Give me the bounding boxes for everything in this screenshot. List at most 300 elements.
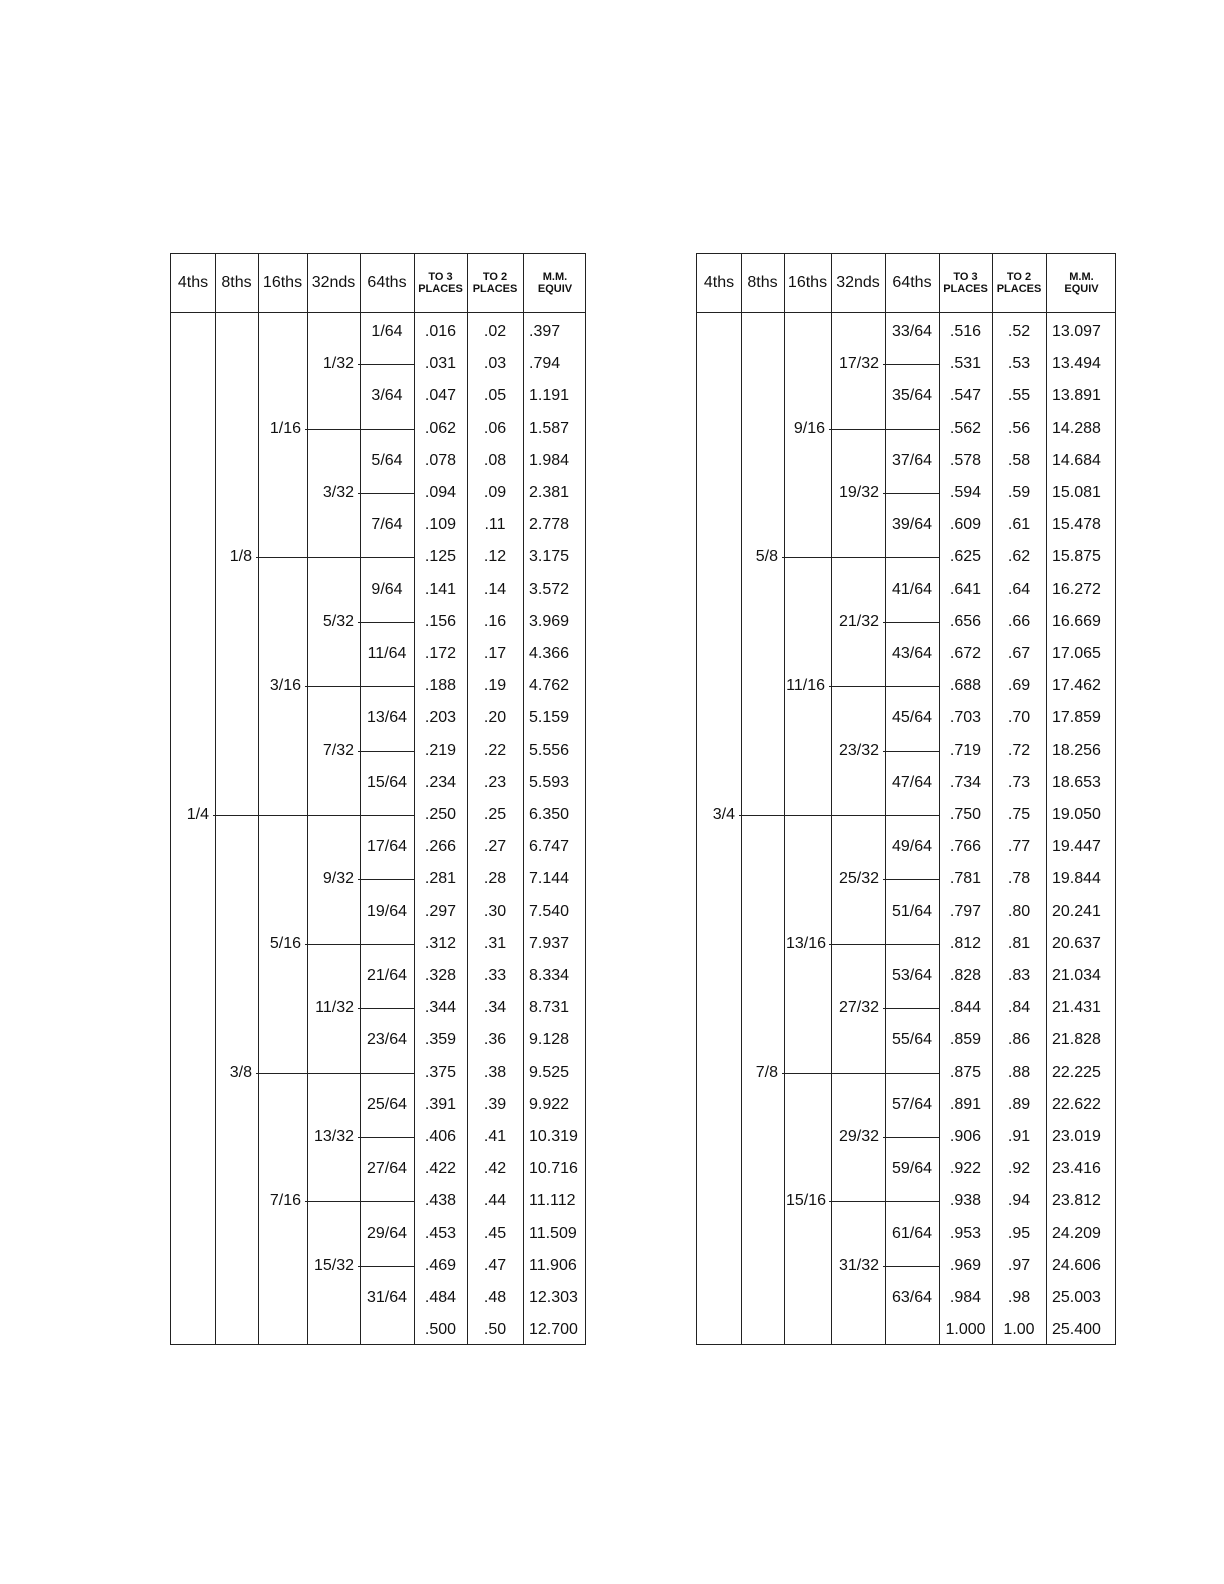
- decimal-2-places: .12: [483, 548, 507, 566]
- conversion-table-right: [696, 253, 1116, 1345]
- fraction-label: 11/64: [367, 645, 407, 662]
- mm-equivalent: 11.906: [529, 1256, 577, 1274]
- decimal-2-places: .27: [483, 838, 507, 856]
- header-to-2-places: [467, 254, 523, 312]
- decimal-3-places: .234: [424, 773, 457, 791]
- fraction-tick: [305, 1201, 414, 1202]
- header-mm-equiv: [1046, 254, 1117, 312]
- fraction-label: 17/64: [366, 838, 408, 856]
- fraction-label: 1/32: [322, 355, 354, 373]
- mm-equivalent: 21.034: [1052, 967, 1101, 984]
- fraction-label: 1/16: [269, 419, 301, 437]
- decimal-2-places: .64: [1007, 580, 1031, 598]
- header-divider: [171, 312, 585, 313]
- fraction-label: 47/64: [891, 773, 933, 791]
- header-to-3-places-line1: TO 3: [428, 271, 453, 283]
- header-to-3-places: [939, 254, 992, 312]
- fraction-label: 5/16: [269, 934, 301, 952]
- fraction-label: 29/32: [838, 1128, 879, 1145]
- decimal-2-places: .94: [1007, 1192, 1031, 1210]
- mm-equivalent: 8.731: [529, 999, 570, 1017]
- decimal-2-places: .34: [483, 999, 507, 1017]
- fraction-label: 55/64: [891, 1031, 933, 1049]
- mm-equivalent: 25.400: [1052, 1321, 1101, 1339]
- decimal-2-places: 1.00: [1003, 1321, 1035, 1339]
- header-to-2-places-line2: PLACES: [472, 283, 518, 295]
- decimal-2-places: .56: [1007, 419, 1031, 437]
- fraction-tick: [305, 429, 414, 430]
- fraction-tick: [213, 815, 414, 816]
- mm-equivalent: .794: [529, 355, 561, 373]
- fraction-tick: [782, 557, 939, 558]
- mm-equivalent: 18.256: [1052, 741, 1101, 759]
- fraction-tick: [829, 944, 939, 945]
- decimal-2-places: .02: [483, 323, 507, 340]
- fraction-label: 53/64: [891, 967, 933, 984]
- mm-equivalent: 24.209: [1052, 1224, 1101, 1242]
- decimal-2-places: .39: [483, 1095, 507, 1113]
- mm-equivalent: 23.812: [1052, 1192, 1101, 1210]
- column-divider: [885, 254, 886, 1344]
- fraction-label: 1/4: [186, 806, 209, 823]
- fraction-label: 11/16: [786, 677, 825, 695]
- conversion-table-left: [170, 253, 586, 1345]
- header-to-2-places-line1: TO 2: [1006, 271, 1032, 283]
- decimal-3-places: .172: [424, 645, 457, 662]
- fraction-tick: [305, 686, 414, 687]
- header-8ths: 8ths: [221, 274, 252, 291]
- decimal-2-places: .38: [483, 1063, 507, 1081]
- fraction-label: 13/32: [313, 1128, 354, 1145]
- fraction-label: 31/64: [366, 1289, 408, 1306]
- decimal-3-places: .938: [949, 1192, 982, 1210]
- fraction-label: 25/32: [838, 870, 879, 888]
- decimal-3-places: .734: [949, 773, 982, 791]
- fraction-tick: [883, 364, 939, 365]
- fraction-label: 7/32: [322, 741, 354, 759]
- fraction-label: 9/64: [371, 580, 403, 598]
- decimal-3-places: .875: [949, 1063, 982, 1081]
- mm-equivalent: 16.272: [1052, 580, 1101, 598]
- header-16ths: 16ths: [262, 274, 303, 291]
- decimal-2-places: .36: [483, 1031, 507, 1049]
- column-divider: [360, 254, 361, 1344]
- mm-equivalent: 13.097: [1052, 323, 1101, 340]
- mm-equivalent: 15.081: [1052, 484, 1101, 501]
- decimal-2-places: .50: [483, 1321, 507, 1339]
- decimal-2-places: .86: [1007, 1031, 1031, 1049]
- decimal-3-places: .672: [949, 645, 982, 662]
- mm-equivalent: 9.525: [529, 1063, 570, 1081]
- fraction-label: 21/64: [366, 967, 408, 984]
- header-32nds: 32nds: [836, 274, 880, 291]
- decimal-3-places: .969: [949, 1256, 982, 1274]
- mm-equivalent: 12.700: [529, 1321, 578, 1339]
- decimal-3-places: .469: [424, 1256, 457, 1274]
- fraction-label: 5/64: [371, 451, 403, 469]
- fraction-label: 3/8: [229, 1063, 252, 1081]
- decimal-2-places: .67: [1007, 645, 1031, 662]
- decimal-3-places: .594: [949, 484, 982, 501]
- mm-equivalent: 13.891: [1052, 387, 1101, 405]
- decimal-2-places: .80: [1007, 902, 1031, 920]
- decimal-3-places: .547: [949, 387, 982, 405]
- fraction-tick: [358, 622, 414, 623]
- fraction-tick: [358, 879, 414, 880]
- mm-equivalent: 4.762: [529, 677, 570, 695]
- decimal-2-places: .95: [1007, 1224, 1031, 1242]
- decimal-2-places: .09: [483, 484, 507, 501]
- mm-equivalent: 6.350: [529, 806, 570, 823]
- decimal-2-places: .16: [483, 612, 507, 630]
- fraction-label: 15/16: [786, 1192, 827, 1210]
- fraction-label: 5/32: [322, 612, 354, 630]
- header-64ths: 64ths: [367, 274, 407, 291]
- decimal-2-places: .66: [1007, 612, 1031, 630]
- decimal-2-places: .23: [483, 773, 507, 791]
- mm-equivalent: 3.572: [529, 580, 570, 598]
- column-divider: [831, 254, 832, 1344]
- fraction-tick: [883, 1266, 939, 1267]
- fraction-tick: [829, 1201, 939, 1202]
- fraction-label: 25/64: [366, 1095, 408, 1113]
- fraction-label: 37/64: [891, 451, 933, 469]
- decimal-3-places: .219: [424, 741, 457, 759]
- decimal-2-places: .48: [483, 1289, 507, 1306]
- fraction-tick: [883, 622, 939, 623]
- decimal-3-places: .750: [949, 806, 982, 823]
- mm-equivalent: 15.875: [1052, 548, 1101, 566]
- decimal-3-places: .953: [949, 1224, 982, 1242]
- decimal-2-places: .53: [1007, 355, 1031, 373]
- decimal-2-places: .17: [483, 645, 507, 662]
- mm-equivalent: 24.606: [1052, 1256, 1101, 1274]
- decimal-3-places: .922: [949, 1160, 982, 1178]
- fraction-label: 29/64: [366, 1224, 408, 1242]
- header-to-2-places-line1: TO 2: [482, 271, 508, 283]
- decimal-2-places: .75: [1007, 806, 1031, 823]
- mm-equivalent: 12.303: [529, 1289, 578, 1306]
- fraction-label: 3/32: [322, 484, 354, 501]
- mm-equivalent: 17.462: [1052, 677, 1101, 695]
- decimal-2-places: .73: [1007, 773, 1031, 791]
- decimal-3-places: .281: [424, 870, 457, 888]
- decimal-2-places: .25: [483, 806, 507, 823]
- decimal-3-places: .578: [949, 451, 982, 469]
- decimal-3-places: .078: [424, 451, 457, 469]
- decimal-3-places: .031: [424, 355, 457, 373]
- mm-equivalent: 6.747: [529, 838, 570, 856]
- decimal-3-places: .125: [424, 548, 457, 566]
- fraction-label: 23/64: [366, 1031, 408, 1049]
- header-divider: [697, 312, 1115, 313]
- header-to-2-places: [992, 254, 1046, 312]
- mm-equivalent: 16.669: [1052, 612, 1101, 630]
- fraction-label: 3/4: [712, 806, 735, 823]
- mm-equivalent: 21.431: [1052, 999, 1101, 1017]
- fraction-label: 21/32: [838, 612, 879, 630]
- mm-equivalent: .397: [529, 323, 561, 340]
- mm-equivalent: 3.175: [529, 548, 570, 566]
- mm-equivalent: 17.065: [1052, 645, 1101, 662]
- fraction-label: 63/64: [891, 1289, 933, 1306]
- fraction-label: 15/32: [313, 1256, 354, 1274]
- mm-equivalent: 14.288: [1052, 419, 1101, 437]
- column-divider: [523, 254, 524, 1344]
- fraction-label: 27/64: [366, 1160, 408, 1178]
- mm-equivalent: 19.050: [1052, 806, 1101, 823]
- decimal-3-places: .359: [424, 1031, 457, 1049]
- fraction-label: 17/32: [838, 355, 879, 373]
- decimal-2-places: .45: [483, 1224, 507, 1242]
- mm-equivalent: 5.556: [529, 741, 570, 759]
- decimal-2-places: .14: [483, 580, 507, 598]
- fraction-tick: [305, 944, 414, 945]
- fraction-label: 49/64: [891, 838, 933, 856]
- header-4ths: 4ths: [177, 274, 209, 291]
- fraction-label: 41/64: [891, 580, 933, 598]
- decimal-2-places: .03: [483, 355, 507, 373]
- decimal-2-places: .47: [483, 1256, 507, 1274]
- header-mm-equiv-line2: EQUIV: [1064, 283, 1099, 295]
- mm-equivalent: 9.922: [529, 1095, 570, 1113]
- fraction-label: 15/64: [366, 773, 408, 791]
- fraction-label: 31/32: [838, 1256, 879, 1274]
- fraction-tick: [829, 429, 939, 430]
- fraction-label: 13/16: [786, 934, 827, 952]
- decimal-3-places: .375: [424, 1063, 457, 1081]
- decimal-2-places: .08: [483, 451, 507, 469]
- header-4ths: 4ths: [703, 274, 735, 291]
- decimal-3-places: .906: [949, 1128, 982, 1145]
- decimal-2-places: .30: [483, 902, 507, 920]
- header-to-3-places: [414, 254, 467, 312]
- fraction-label: 3/64: [371, 387, 403, 405]
- decimal-3-places: .188: [424, 677, 457, 695]
- decimal-3-places: .766: [949, 838, 982, 856]
- mm-equivalent: 17.859: [1052, 709, 1101, 727]
- header-mm-equiv-line1: M.M.: [542, 271, 568, 283]
- mm-equivalent: 20.241: [1052, 902, 1101, 920]
- mm-equivalent: 13.494: [1052, 355, 1101, 373]
- column-divider: [784, 254, 785, 1344]
- decimal-2-places: .11: [484, 516, 506, 534]
- decimal-3-places: .484: [424, 1289, 457, 1306]
- decimal-3-places: .109: [424, 516, 457, 534]
- decimal-2-places: .06: [483, 419, 507, 437]
- mm-equivalent: 5.159: [529, 709, 570, 727]
- mm-equivalent: 18.653: [1052, 773, 1101, 791]
- decimal-3-places: .984: [949, 1289, 982, 1306]
- header-mm-equiv: [523, 254, 587, 312]
- fraction-tick: [782, 1073, 939, 1074]
- fraction-tick: [256, 557, 414, 558]
- decimal-3-places: .453: [424, 1224, 457, 1242]
- decimal-3-places: .156: [424, 612, 457, 630]
- fraction-label: 5/8: [755, 548, 778, 566]
- fraction-tick: [256, 1073, 414, 1074]
- mm-equivalent: 10.319: [529, 1128, 578, 1145]
- header-to-2-places-line2: PLACES: [996, 283, 1042, 295]
- fraction-tick: [883, 493, 939, 494]
- fraction-tick: [358, 1008, 414, 1009]
- decimal-3-places: .047: [424, 387, 457, 405]
- decimal-2-places: .61: [1007, 516, 1031, 534]
- fraction-tick: [829, 686, 939, 687]
- decimal-3-places: .844: [949, 999, 982, 1017]
- decimal-3-places: .797: [949, 902, 982, 920]
- decimal-3-places: .266: [424, 838, 457, 856]
- header-64ths: 64ths: [892, 274, 932, 291]
- decimal-3-places: .562: [949, 419, 982, 437]
- mm-equivalent: 1.587: [529, 419, 570, 437]
- fraction-label: 7/64: [371, 516, 403, 534]
- decimal-2-places: .19: [483, 677, 507, 695]
- decimal-2-places: .28: [483, 870, 507, 888]
- decimal-3-places: .250: [424, 806, 457, 823]
- fraction-label: 33/64: [891, 323, 933, 340]
- mm-equivalent: 23.416: [1052, 1160, 1101, 1178]
- mm-equivalent: 15.478: [1052, 516, 1101, 534]
- header-16ths: 16ths: [787, 274, 828, 291]
- mm-equivalent: 3.969: [529, 612, 570, 630]
- decimal-2-places: .58: [1007, 451, 1031, 469]
- fraction-label: 3/16: [269, 677, 301, 695]
- decimal-2-places: .78: [1007, 870, 1031, 888]
- decimal-3-places: .688: [949, 677, 982, 695]
- decimal-3-places: .391: [424, 1095, 457, 1113]
- decimal-2-places: .98: [1007, 1289, 1031, 1306]
- decimal-2-places: .20: [483, 709, 507, 727]
- decimal-2-places: .81: [1007, 934, 1031, 952]
- decimal-2-places: .52: [1007, 323, 1031, 340]
- decimal-2-places: .33: [483, 967, 507, 984]
- fraction-tick: [358, 493, 414, 494]
- decimal-3-places: .500: [424, 1321, 457, 1339]
- decimal-3-places: 1.000: [945, 1321, 986, 1339]
- mm-equivalent: 1.984: [529, 451, 570, 469]
- decimal-2-places: .92: [1007, 1160, 1031, 1178]
- fraction-tick: [739, 815, 939, 816]
- decimal-2-places: .05: [483, 387, 507, 405]
- header-to-3-places-line1: TO 3: [953, 271, 978, 283]
- fraction-label: 13/64: [366, 709, 408, 727]
- mm-equivalent: 2.778: [529, 516, 570, 534]
- fraction-tick: [358, 364, 414, 365]
- mm-equivalent: 23.019: [1052, 1128, 1101, 1145]
- decimal-2-places: .88: [1007, 1063, 1031, 1081]
- decimal-2-places: .91: [1007, 1128, 1031, 1145]
- decimal-3-places: .438: [424, 1192, 457, 1210]
- decimal-2-places: .77: [1007, 838, 1031, 856]
- fraction-label: 19/32: [838, 484, 879, 501]
- decimal-2-places: .41: [483, 1128, 507, 1145]
- decimal-3-places: .516: [949, 323, 982, 340]
- decimal-2-places: .84: [1007, 999, 1031, 1017]
- mm-equivalent: 10.716: [529, 1160, 578, 1178]
- fraction-label: 11/32: [315, 999, 354, 1017]
- fraction-label: 39/64: [891, 516, 933, 534]
- mm-equivalent: 7.937: [529, 934, 570, 952]
- mm-equivalent: 11.112: [529, 1192, 576, 1210]
- mm-equivalent: 22.225: [1052, 1063, 1101, 1081]
- decimal-3-places: .016: [424, 323, 457, 340]
- mm-equivalent: 7.540: [529, 902, 570, 920]
- header-mm-equiv-line2: EQUIV: [537, 283, 573, 295]
- decimal-3-places: .422: [424, 1160, 457, 1178]
- decimal-3-places: .312: [424, 934, 457, 952]
- decimal-2-places: .22: [483, 741, 507, 759]
- decimal-2-places: .70: [1007, 709, 1031, 727]
- decimal-3-places: .641: [949, 580, 982, 598]
- mm-equivalent: 14.684: [1052, 451, 1101, 469]
- decimal-3-places: .141: [424, 580, 457, 598]
- decimal-3-places: .781: [949, 870, 982, 888]
- decimal-2-places: .83: [1007, 967, 1031, 984]
- fraction-label: 23/32: [838, 741, 879, 759]
- fraction-label: 35/64: [891, 387, 933, 405]
- decimal-3-places: .625: [949, 548, 982, 566]
- fraction-label: 7/16: [269, 1192, 301, 1210]
- decimal-3-places: .203: [424, 709, 457, 727]
- mm-equivalent: 2.381: [529, 484, 570, 501]
- decimal-3-places: .703: [949, 709, 982, 727]
- decimal-2-places: .72: [1007, 741, 1031, 759]
- mm-equivalent: 22.622: [1052, 1095, 1101, 1113]
- fraction-label: 59/64: [891, 1160, 933, 1178]
- fraction-label: 9/32: [322, 870, 354, 888]
- decimal-3-places: .344: [424, 999, 457, 1017]
- header-32nds: 32nds: [311, 274, 356, 291]
- column-divider: [258, 254, 259, 1344]
- mm-equivalent: 4.366: [529, 645, 570, 662]
- header-to-3-places-line2: PLACES: [943, 283, 988, 295]
- header-to-3-places-line2: PLACES: [418, 283, 463, 295]
- decimal-2-places: .69: [1007, 677, 1031, 695]
- fraction-label: 7/8: [755, 1063, 778, 1081]
- decimal-3-places: .859: [949, 1031, 982, 1049]
- decimal-3-places: .656: [949, 612, 982, 630]
- fraction-label: 9/16: [793, 419, 825, 437]
- decimal-3-places: .531: [949, 355, 982, 373]
- fraction-label: 1/8: [229, 548, 252, 566]
- decimal-2-places: .55: [1007, 387, 1031, 405]
- fraction-tick: [358, 751, 414, 752]
- mm-equivalent: 8.334: [529, 967, 570, 984]
- decimal-3-places: .891: [949, 1095, 982, 1113]
- column-divider: [215, 254, 216, 1344]
- fraction-label: 27/32: [838, 999, 879, 1017]
- fraction-label: 19/64: [366, 902, 408, 920]
- decimal-3-places: .406: [424, 1128, 457, 1145]
- fraction-tick: [883, 1008, 939, 1009]
- fraction-label: 51/64: [891, 902, 933, 920]
- header-mm-equiv-line1: M.M.: [1069, 271, 1094, 283]
- decimal-2-places: .89: [1007, 1095, 1031, 1113]
- fraction-tick: [883, 879, 939, 880]
- fraction-label: 45/64: [891, 709, 933, 727]
- mm-equivalent: 7.144: [529, 870, 570, 888]
- mm-equivalent: 25.003: [1052, 1289, 1101, 1306]
- mm-equivalent: 19.844: [1052, 870, 1101, 888]
- decimal-2-places: .42: [483, 1160, 507, 1178]
- column-divider: [1046, 254, 1047, 1344]
- decimal-2-places: .97: [1007, 1256, 1031, 1274]
- mm-equivalent: 20.637: [1052, 934, 1101, 952]
- header-8ths: 8ths: [747, 274, 778, 291]
- decimal-3-places: .828: [949, 967, 982, 984]
- decimal-3-places: .812: [949, 934, 982, 952]
